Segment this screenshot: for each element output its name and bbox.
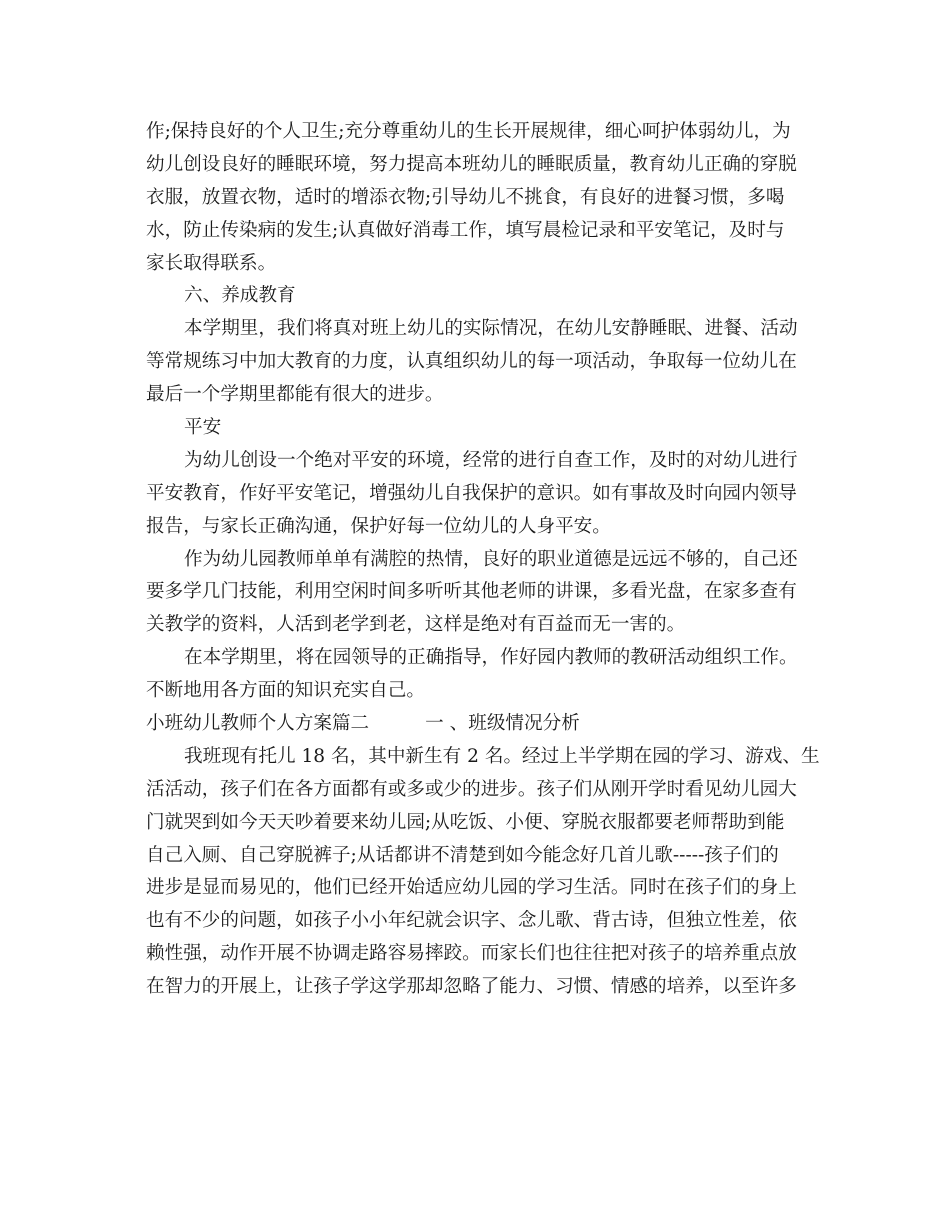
paragraph-line: 进步是显而易见的，他们已经开始适应幼儿园的学习生活。同时在孩子们的身上 bbox=[146, 877, 797, 899]
paragraph-line: 活活动，孩子们在各方面都有或多或少的进步。孩子们从刚开学时看见幼儿园大 bbox=[146, 778, 797, 800]
paragraph-line: 我班现有托儿 18 名，其中新生有 2 名。经过上半学期在园的学习、游戏、生 bbox=[184, 745, 820, 767]
document-body bbox=[146, 116, 820, 1004]
paragraph-line: 作;保持良好的个人卫生;充分尊重幼儿的生长开展规律，细心呵护体弱幼儿，为 bbox=[146, 121, 791, 142]
paragraph-line: 平安教育，作好平安笔记，增强幼儿自我保护的意识。如有事故及时向园内领导 bbox=[146, 482, 797, 504]
paragraph-line: 水，防止传染病的发生;认真做好消毒工作，填写晨检记录和平安笔记，及时与 bbox=[146, 219, 785, 241]
paragraph-line: 门就哭到如今天天吵着要来幼儿园;从吃饭、小便、穿脱衣服都要老师帮助到能 bbox=[146, 811, 785, 833]
article-title-line bbox=[146, 708, 806, 741]
paragraph-line: 等常规练习中加大教育的力度，认真组织幼儿的每一项活动，争取每一位幼儿在 bbox=[146, 351, 797, 373]
paragraph-line: 本学期里，我们将真对班上幼儿的实际情况，在幼儿安静睡眠、进餐、活动 bbox=[184, 318, 798, 340]
article-title: 小班幼儿教师个人方案篇二 bbox=[146, 713, 370, 735]
paragraph-line: 也有不少的问题，如孩子小小年纪就会识字、念儿歌、背古诗，但独立性差，依 bbox=[146, 910, 797, 932]
paragraph-line: 报告，与家长正确沟通，保护好每一位幼儿的人身平安。 bbox=[146, 515, 611, 537]
section-heading-safety: 平安 bbox=[184, 417, 222, 439]
paragraph-line: 作为幼儿园教师单单有满腔的热情，良好的职业道德是远远不够的，自己还 bbox=[184, 548, 798, 570]
paragraph-line: 最后一个学期里都能有很大的进步。 bbox=[146, 384, 444, 406]
paragraph-line: 在智力的开展上，让孩子学这学那却忽略了能力、习惯、情感的培养，以至许多 bbox=[146, 976, 797, 998]
paragraph-line: 在本学期里，将在园领导的正确指导，作好园内教师的教研活动组织工作。 bbox=[184, 647, 798, 669]
paragraph-line: 关教学的资料，人活到老学到老，这样是绝对有百益而无一害的。 bbox=[146, 614, 686, 636]
section-heading-habit-education: 六、养成教育 bbox=[184, 285, 296, 307]
paragraph-line: 幼儿创设良好的睡眠环境，努力提高本班幼儿的睡眠质量，教育幼儿正确的穿脱 bbox=[146, 153, 797, 175]
paragraph-line: 衣服，放置衣物，适时的增添衣物;引导幼儿不挑食，有良好的进餐习惯，多喝 bbox=[146, 186, 785, 208]
paragraph-line: 不断地用各方面的知识充实自己。 bbox=[146, 680, 425, 702]
paragraph-line: 要多学几门技能，利用空闲时间多听听其他老师的讲课，多看光盘，在家多查有 bbox=[146, 581, 797, 603]
paragraph-line: 家长取得联系。 bbox=[146, 252, 277, 274]
paragraph-line: 为幼儿创设一个绝对平安的环境，经常的进行自查工作，及时的对幼儿进行 bbox=[184, 449, 798, 471]
section-heading-class-analysis: 一 、班级情况分析 bbox=[425, 713, 580, 735]
paragraph-line: 自己入厕、自己穿脱裤子;从话都讲不清楚到如今能念好几首儿歌-----孩子们的 bbox=[146, 844, 779, 866]
paragraph-line: 赖性强，动作开展不协调走路容易摔跤。而家长们也往往把对孩子的培养重点放 bbox=[146, 943, 797, 965]
